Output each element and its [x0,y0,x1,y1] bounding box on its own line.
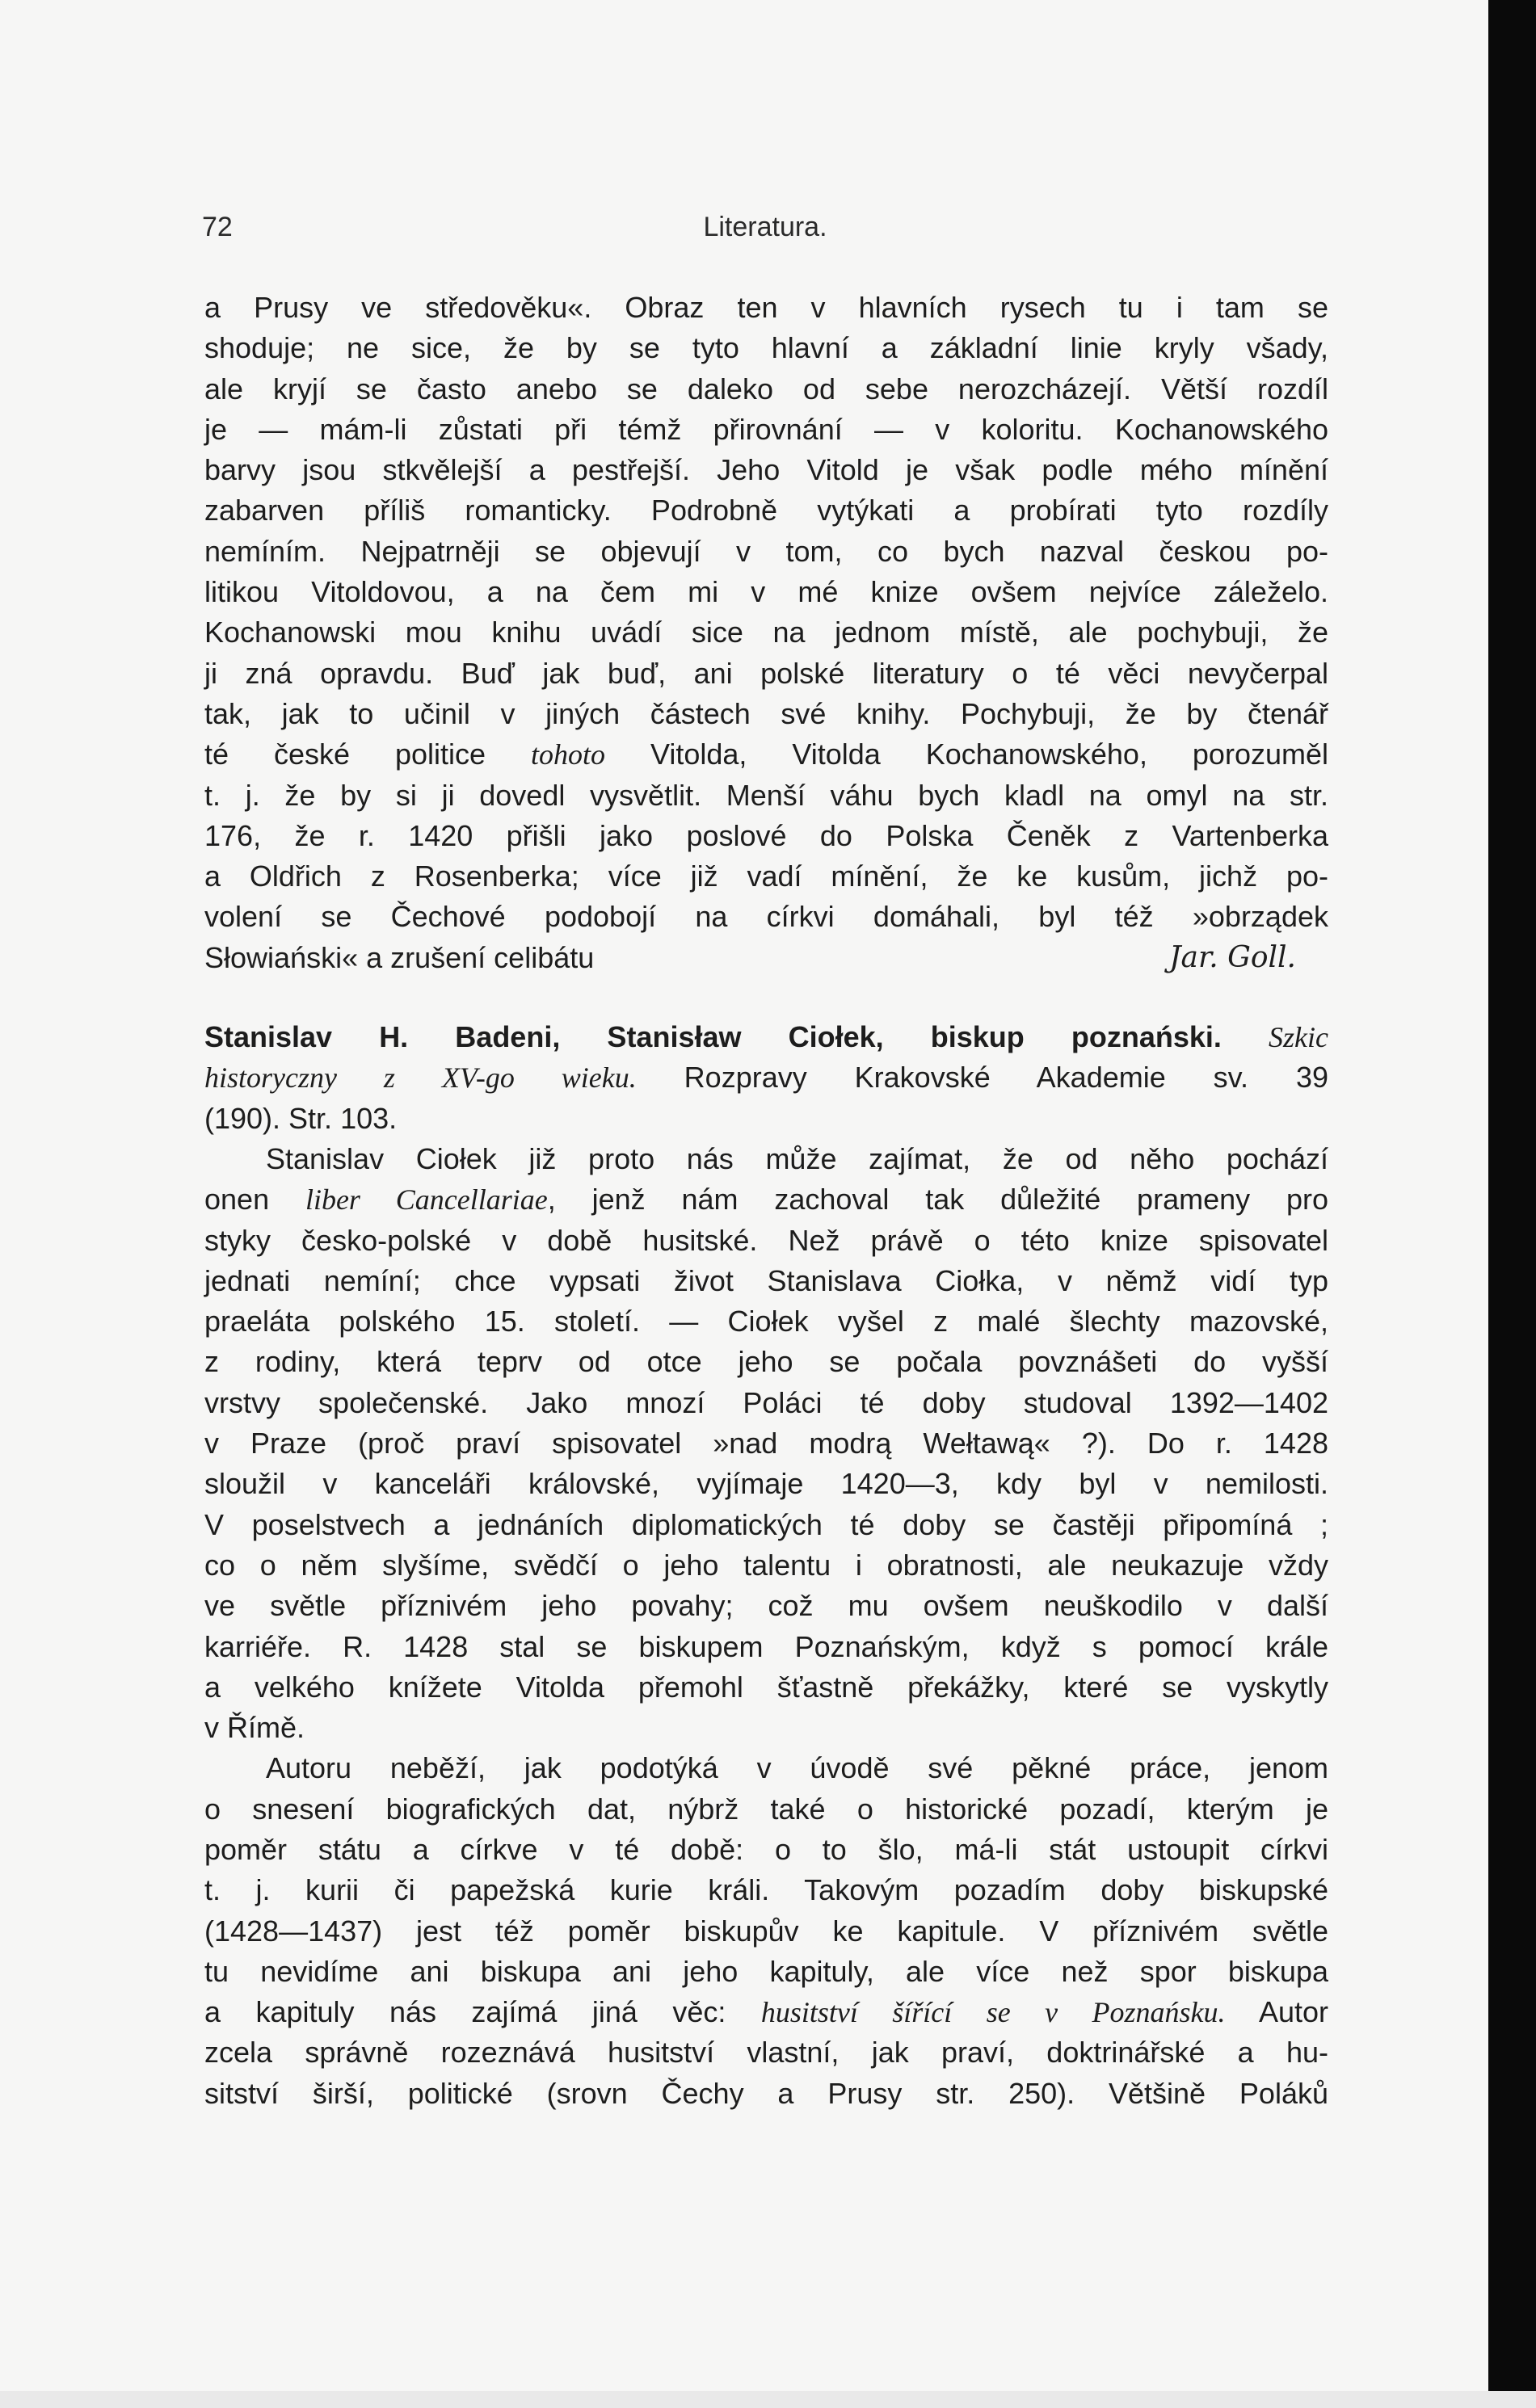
text-line: praeláta polského 15. století. — Ciołek vyšel z malé šlechty mazovské, [204,1305,1328,1338]
text-line: litikou Vitoldovou, a na čem mi v mé knize ovšem nejvíce záleželo. [204,575,1328,609]
text-line: tak, jak to učinil v jiných částech své knihy. Pochybuji, že by čtenář [204,696,1328,730]
text-run: a kapituly nás zajímá jiná věc: [204,1995,761,2029]
italic-run: liber Cancellariae [305,1183,548,1217]
text-line: shoduje; ne sice, že by se tyto hlavní a základní linie kryly všady, [204,331,1328,365]
text-line: sloužil v kanceláři královské, vyjímaje 1420—3, kdy byl v nemilosti. [204,1467,1328,1501]
text-line: jednati nemíní; chce vypsati život Stanislava Ciołka, v němž vidí typ [204,1263,1328,1297]
text-line: poměr státu a církve v té době: o to šlo, má-li stát ustoupit církvi [204,1832,1328,1866]
text-line: o snesení biografických dat, nýbrž také o historické pozadí, kterým je [204,1792,1328,1826]
text-line: V poselstvech a jednáních diplomatických té doby se častěji připomíná ; [204,1507,1328,1541]
text-line: ale kryjí se často anebo se daleko od sebe nerozcházejí. Větší rozdíl [204,372,1328,406]
text-line: v Římě. [204,1711,305,1745]
section-gap [204,978,1328,1017]
text-run: , jenž nám zachoval tak důležité prameny pro [547,1183,1328,1217]
text-line: z rodiny, která teprv od otce jeho se počala povznášeti do vyšší [204,1345,1328,1379]
text-line: co o něm slyšíme, svědčí o jeho talentu i obratnosti, ale neukazuje vždy [204,1548,1328,1582]
text-line: ji zná opravdu. Buď jak buď, ani polské literatury o té věci nevyčerpal [204,656,1328,690]
text-line: (1428—1437) jest též poměr biskupův ke kapitule. V příznivém světle [204,1914,1328,1948]
review-heading [204,1017,1328,1139]
italic-run: historyczny z XV-go wieku. [204,1061,637,1095]
scan-border-right [1488,0,1536,2408]
text-line: zabarven příliš romanticky. Podrobně vytýkati a probírati tyto rozdíly [204,494,1328,527]
text-line: zcela správně rozeznává husitství vlastní, jak praví, doktrinářské a hu- [204,2036,1328,2070]
text-line: t. j. kurii či papežská kurie králi. Takovým pozadím doby biskupské [204,1873,1328,1907]
text-line: a Oldřich z Rosenberka; více již vadí mínění, že ke kusům, jichž po- [204,859,1328,893]
text-line: nemíním. Nejpatrněji se objevují v tom, co bych nazval českou po- [204,534,1328,568]
text-line: 176, že r. 1420 přišli jako poslové do Polska Čeněk z Vartenberka [204,818,1328,852]
italic-run: tohoto [531,738,606,771]
text-line: tu nevidíme ani biskupa ani jeho kapituly, ale více než spor biskupa [204,1954,1328,1988]
text-run: Słowiański« a zrušení celibátu [204,940,595,974]
text-run: Rozpravy Krakovské Akademie sv. 39 [636,1061,1328,1095]
text-line: Autoru neběží, jak podotýká v úvodě své pěkné práce, jenom [266,1751,1328,1785]
text-run: onen [204,1183,305,1217]
text-line [204,1992,1328,2032]
text-line: barvy jsou stkvělejší a pestřejší. Jeho Vitold je však podle mého mínění [204,453,1328,487]
text-run: Autor [1225,1995,1329,2029]
text-run: Vitolda, Vitolda Kochanowského, porozuměl [605,738,1328,771]
text-line [204,1057,1328,1098]
review-paragraph [204,1139,1328,1748]
italic-run: husitství šířící se v Poznańsku. [760,1996,1226,2029]
text-line: a Prusy ve středověku«. Obraz ten v hlavních rysech tu i tam se [204,291,1328,324]
text-block [204,288,1328,2114]
text-line: styky česko-polské v době husitské. Než právě o této knize spisovatel [204,1223,1328,1257]
text-line [204,938,1328,978]
review-paragraph [204,1748,1328,2114]
text-line: Stanislav Ciołek již proto nás může zajímat, že od něho pochází [266,1141,1328,1175]
text-line [204,1017,1328,1057]
page-number: 72 [202,212,233,242]
text-line: karriéře. R. 1428 stal se biskupem Poznańským, když s pomocí krále [204,1629,1328,1663]
author-signature: Jar. Goll. [1169,940,1296,974]
text-line: v Praze (proč praví spisovatel »nad modrą Wełtawą« ?). Do r. 1428 [204,1427,1328,1460]
text-run: té české politice [204,738,532,771]
text-line: Kochanowski mou knihu uvádí sice na jednom místě, ale pochybuji, že [204,616,1328,649]
text-line: sitství širší, politické (srovn Čechy a Prusy str. 250). Většině Poláků [204,2076,1328,2110]
text-line: volení se Čechové podobojí na církvi domáhali, byl též »obrządek [204,900,1328,934]
italic-run: Szkic [1269,1021,1328,1054]
text-line: (190). Str. 103. [204,1101,398,1135]
text-line: je — mám-li zůstati při témž přirovnání — v koloritu. Kochanowského [204,412,1328,446]
text-line [204,1179,1328,1220]
text-line: vrstvy společenské. Jako mnozí Poláci té doby studoval 1392—1402 [204,1385,1328,1419]
text-line: t. j. že by si ji dovedl vysvětlit. Menší váhu bych kladl na omyl na str. [204,778,1328,812]
page-header [202,212,1328,252]
scan-border-bottom [0,2391,1536,2408]
review-title: Stanislav H. Badeni, Stanisław Ciołek, biskup poznański. [204,1020,1222,1054]
text-line [204,734,1328,775]
paragraph-continuation [204,288,1328,978]
text-line: a velkého knížete Vitolda přemohl šťastně překážky, které se vyskytly [204,1670,1328,1704]
running-head: Literatura. [703,212,827,242]
text-line: ve světle příznivém jeho povahy; což mu ovšem neuškodilo v další [204,1589,1328,1623]
